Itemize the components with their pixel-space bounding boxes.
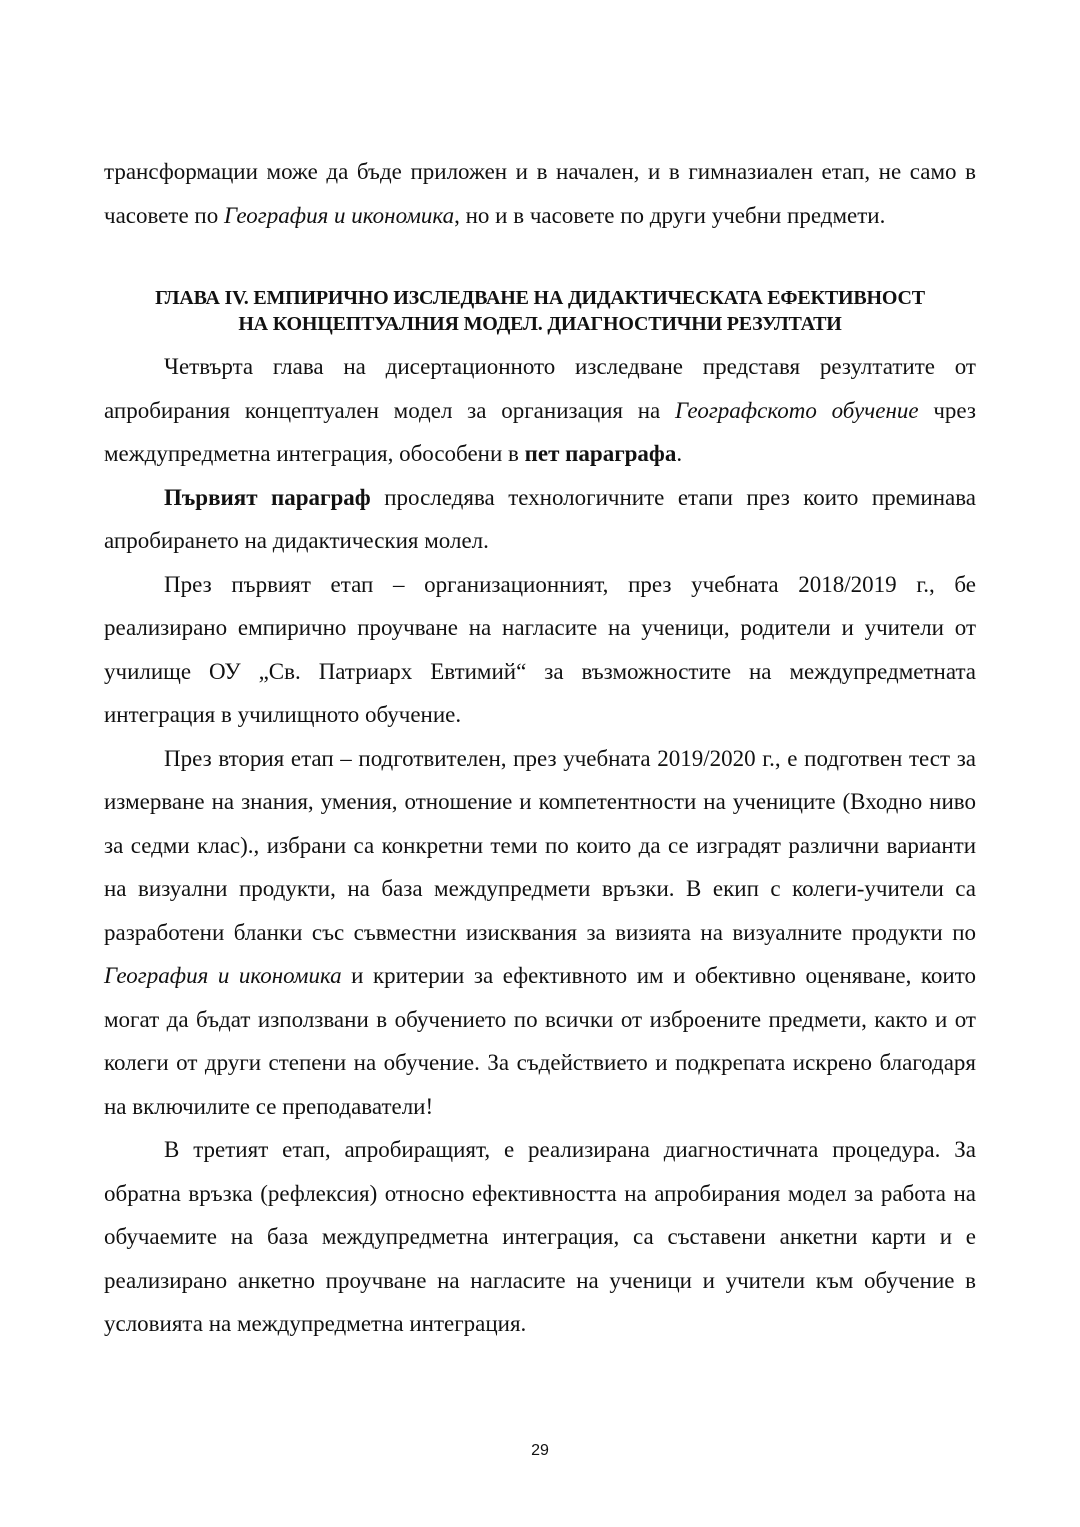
continuation-text-1: трансформации може да бъде приложен и в начален, и в гимназиален етап, не само в часовете по [104,159,976,228]
intro-text-3: . [676,441,683,466]
stage-1-paragraph [104,563,976,737]
chapter-heading-line-1: ГЛАВА IV. ЕМПИРИЧНО ИЗСЛЕДВАНЕ НА ДИДАКТИЧЕСКАТА ЕФЕКТИВНОСТ [155,287,925,309]
continuation-italic-subject: География и икономика [224,202,455,228]
first-paragraph-description [104,476,976,563]
intro-paragraph [104,345,976,476]
stage-2-paragraph [104,737,976,1129]
continuation-text-2: , но и в часовете по други учебни предмети. [454,202,886,228]
stage-2-italic-subject: География и икономика [104,963,342,988]
chapter-heading [104,285,976,337]
document-page [104,150,976,1346]
first-paragraph-text: проследява технологичните етапи през които преминава апробирането на дидактическия молел. [104,484,976,553]
intro-bold-count: пет параграфа [524,441,677,466]
stage-3-text: В третият етап, апробиращият, е реализирана диагностичната процедура. За обратна връзка (рефлексия) относно ефективността на апробирания модел за работа на обучаемите на база междупредметна интеграция, са съставени анкетни карти и е реализирано анкетно проучване на нагласите на ученици и учители към обучение в условията на междупредметна интеграция. [104,1137,976,1336]
stage-3-paragraph [104,1128,976,1346]
stage-2-text-2: и критерии за ефективното им и обективно оценяване, които могат да бъдат използвани в обучението по всички от изброените предмети, както и от колеги от други степени на обучение. За съдействието и подкрепата искрено благодаря на включилите се преподаватели! [104,963,976,1119]
continuation-paragraph [104,150,976,237]
chapter-heading-line-2: НА КОНЦЕПТУАЛНИЯ МОДЕЛ. ДИАГНОСТИЧНИ РЕЗУЛТАТИ [238,313,842,335]
stage-1-text: През първият етап – организационният, през учебната 2018/2019 г., бе реализирано емпирично проучване на нагласите на ученици, родители и учители от училище ОУ „Св. Патриарх Евтимий“ за възможностите на междупредметната интеграция в училищното обучение. [104,571,976,727]
intro-text-1: Четвърта глава на дисертационното изследване представя резултатите от апробирания концептуален модел за организация на [104,354,976,423]
intro-italic-subject: Географското обучение [675,397,919,423]
page-number: 29 [531,1442,549,1459]
stage-2-text-1: През втория етап – подготвителен, през учебната 2019/2020 г., е подготвен тест за измерване на знания, умения, отношение и компетентности на учениците (Входно ниво за седми клас)., избрани са конкретни теми по които да се изградят различни варианти на визуални продукти, на база междупредмети връзки. В екип с колеги-учители са разработени бланки със съвместни изисквания за визията на визуалните продукти по [104,745,976,945]
intro-text-2: чрез междупредметна интеграция, обособени в [104,397,976,466]
first-paragraph-bold-label: Първият параграф [164,484,371,510]
